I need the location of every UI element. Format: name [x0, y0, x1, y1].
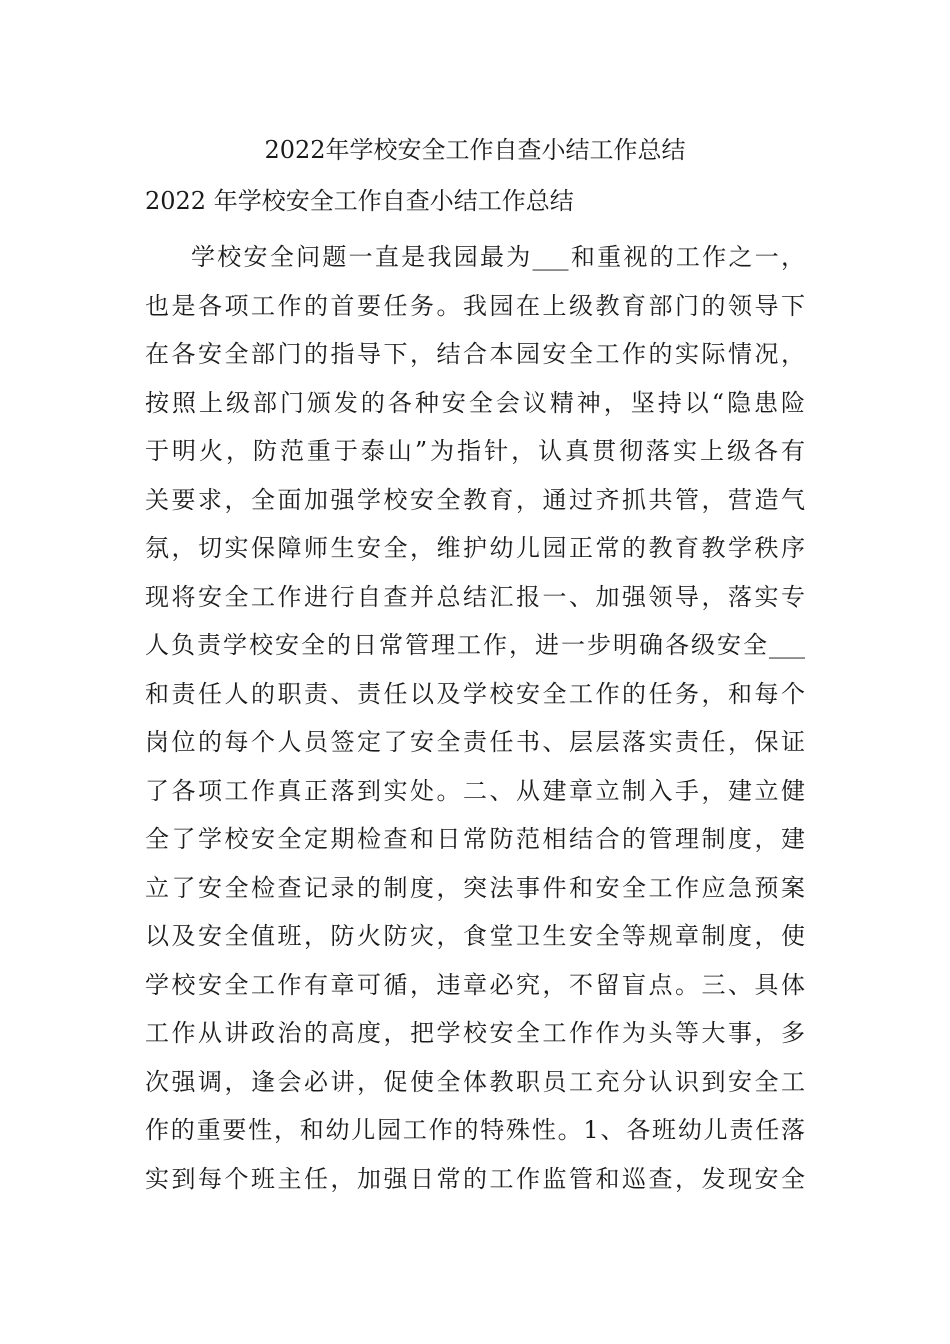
- paragraph-line: 按照上级部门颁发的各种安全会议精神，坚持以“隐患险: [145, 388, 805, 417]
- paragraph-line: 关要求，全面加强学校安全教育，通过齐抓共管，营造气: [145, 485, 805, 514]
- paragraph-line: 立了安全检查记录的制度，突法事件和安全工作应急预案: [145, 873, 805, 902]
- paragraph-line: 也是各项工作的首要任务。我园在上级教育部门的领导下: [145, 291, 805, 320]
- paragraph-line: 以及安全值班，防火防灾，食堂卫生安全等规章制度，使: [145, 922, 805, 950]
- paragraph-line: 学校安全问题一直是我园最为___和重视的工作之一，: [191, 243, 805, 271]
- document-subtitle: 2022 年学校安全工作自查小结工作总结: [145, 187, 574, 215]
- paragraph-line: 全了学校安全定期检查和日常防范相结合的管理制度，建: [145, 825, 805, 853]
- paragraph-line: 现将安全工作进行自查并总结汇报一、加强领导，落实专: [145, 582, 805, 611]
- paragraph-line: 人负责学校安全的日常管理工作，进一步明确各级安全___: [145, 631, 805, 659]
- paragraph-line: 实到每个班主任，加强日常的工作监管和巡查，发现安全: [145, 1164, 805, 1193]
- paragraph-line: 在各安全部门的指导下，结合本园安全工作的实际情况，: [145, 340, 805, 368]
- document-body: [145, 233, 805, 1203]
- paragraph-line: 次强调，逢会必讲，促使全体教职员工充分认识到安全工: [145, 1067, 805, 1096]
- paragraph-line: 于明火，防范重于泰山”为指针，认真贯彻落实上级各有: [145, 437, 805, 465]
- paragraph-line: 作的重要性，和幼儿园工作的特殊性。1、各班幼儿责任落: [145, 1116, 805, 1144]
- paragraph-line: 岗位的每个人员签定了安全责任书、层层落实责任，保证: [145, 728, 805, 756]
- document-title: 2022年学校安全工作自查小结工作总结: [264, 136, 686, 164]
- paragraph-line: 和责任人的职责、责任以及学校安全工作的任务，和每个: [145, 679, 805, 708]
- paragraph-line: 学校安全工作有章可循，违章必究，不留盲点。三、具体: [145, 970, 805, 999]
- paragraph-line: 了各项工作真正落到实处。二、从建章立制入手，建立健: [145, 776, 805, 805]
- paragraph-line: 氛，切实保障师生安全，维护幼儿园正常的教育教学秩序: [145, 534, 805, 562]
- paragraph-line: 工作从讲政治的高度，把学校安全工作作为头等大事，多: [145, 1019, 805, 1047]
